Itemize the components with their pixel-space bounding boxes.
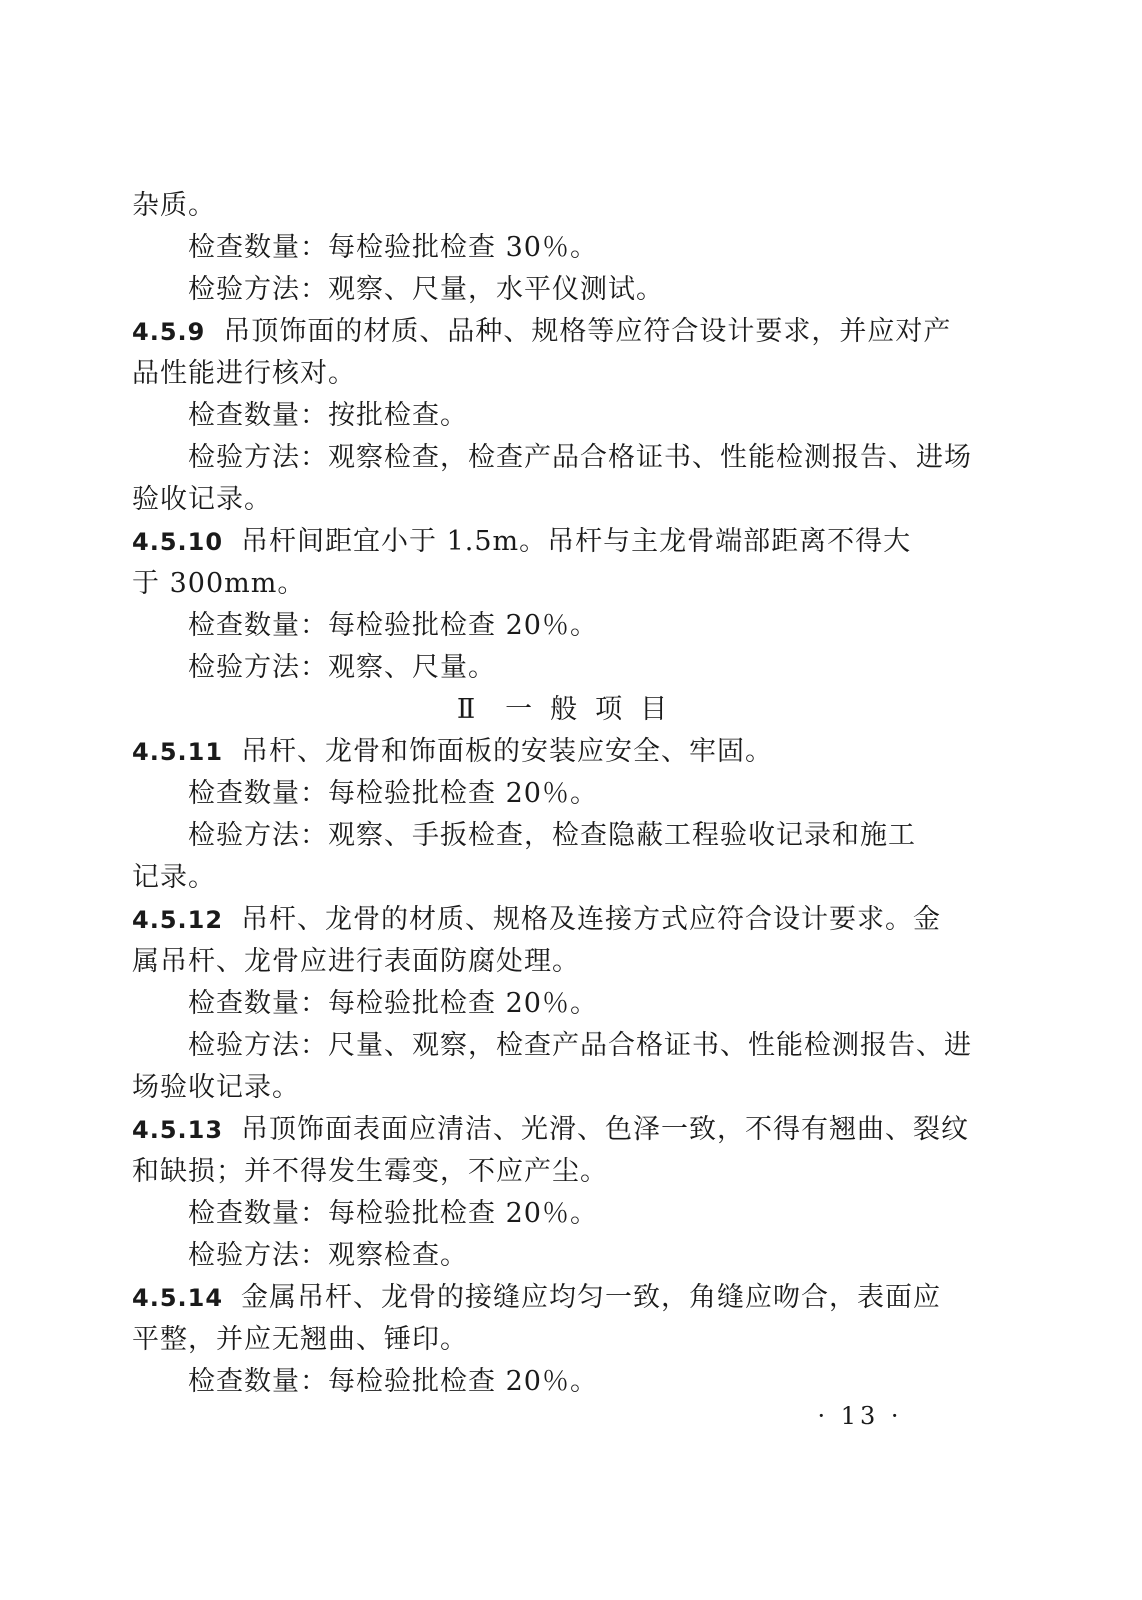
clause-4-5-13 xyxy=(132,1110,970,1150)
clause-text: 吊杆、龙骨的材质、规格及连接方式应符合设计要求。金 xyxy=(241,904,942,935)
inspection-quantity: 检查数量：每检验批检查 20％。 xyxy=(188,1366,598,1397)
section-title: 一般项目 xyxy=(505,694,686,725)
clause-number: 4.5.12 xyxy=(132,906,224,934)
text-line: 于 300mm。 xyxy=(132,568,306,599)
section-heading xyxy=(0,690,1142,730)
inspection-method: 检验方法：尺量、观察，检查产品合格证书、性能检测报告、进 xyxy=(188,1030,972,1061)
inspection-quantity: 检查数量：每检验批检查 20％。 xyxy=(188,1198,598,1229)
text-line: 验收记录。 xyxy=(132,484,272,515)
clause-text: 金属吊杆、龙骨的接缝应均匀一致，角缝应吻合，表面应 xyxy=(241,1282,942,1313)
inspection-quantity: 检查数量：每检验批检查 20％。 xyxy=(188,610,598,641)
text-line: 场验收记录。 xyxy=(132,1072,300,1103)
inspection-method: 检验方法：观察、手扳检查，检查隐蔽工程验收记录和施工 xyxy=(188,820,916,851)
text-line: 品性能进行核对。 xyxy=(132,358,356,389)
clause-4-5-11 xyxy=(132,732,932,772)
clause-4-5-14 xyxy=(132,1278,942,1318)
text-line: 平整，并应无翘曲、锤印。 xyxy=(132,1324,468,1355)
clause-text: 吊杆间距宜小于 1.5m。吊杆与主龙骨端部距离不得大 xyxy=(241,526,912,557)
clause-number: 4.5.13 xyxy=(132,1116,224,1144)
inspection-method: 检验方法：观察、尺量，水平仪测试。 xyxy=(188,274,664,305)
inspection-quantity: 检查数量：每检验批检查 30％。 xyxy=(188,232,598,263)
page-number: · 13 · xyxy=(817,1402,903,1430)
clause-number: 4.5.14 xyxy=(132,1284,224,1312)
inspection-method: 检验方法：观察、尺量。 xyxy=(188,652,496,683)
inspection-quantity: 检查数量：按批检查。 xyxy=(188,400,468,431)
text-line: 记录。 xyxy=(132,862,216,893)
text-line: 杂质。 xyxy=(132,190,216,221)
inspection-quantity: 检查数量：每检验批检查 20％。 xyxy=(188,988,598,1019)
clause-4-5-12 xyxy=(132,900,942,940)
text-line: 属吊杆、龙骨应进行表面防腐处理。 xyxy=(132,946,580,977)
clause-number: 4.5.11 xyxy=(132,738,224,766)
clause-4-5-10 xyxy=(132,522,932,562)
clause-4-5-9 xyxy=(132,312,952,352)
clause-number: 4.5.10 xyxy=(132,528,224,556)
section-numeral: Ⅱ xyxy=(456,694,476,725)
clause-number: 4.5.9 xyxy=(132,318,206,346)
clause-text: 吊杆、龙骨和饰面板的安装应安全、牢固。 xyxy=(241,736,774,767)
clause-text: 吊顶饰面表面应清洁、光滑、色泽一致，不得有翘曲、裂纹 xyxy=(241,1114,970,1145)
inspection-method: 检验方法：观察检查。 xyxy=(188,1240,468,1271)
inspection-method: 检验方法：观察检查，检查产品合格证书、性能检测报告、进场 xyxy=(188,442,972,473)
text-line: 和缺损；并不得发生霉变，不应产尘。 xyxy=(132,1156,608,1187)
inspection-quantity: 检查数量：每检验批检查 20％。 xyxy=(188,778,598,809)
clause-text: 吊顶饰面的材质、品种、规格等应符合设计要求，并应对产 xyxy=(223,316,952,347)
